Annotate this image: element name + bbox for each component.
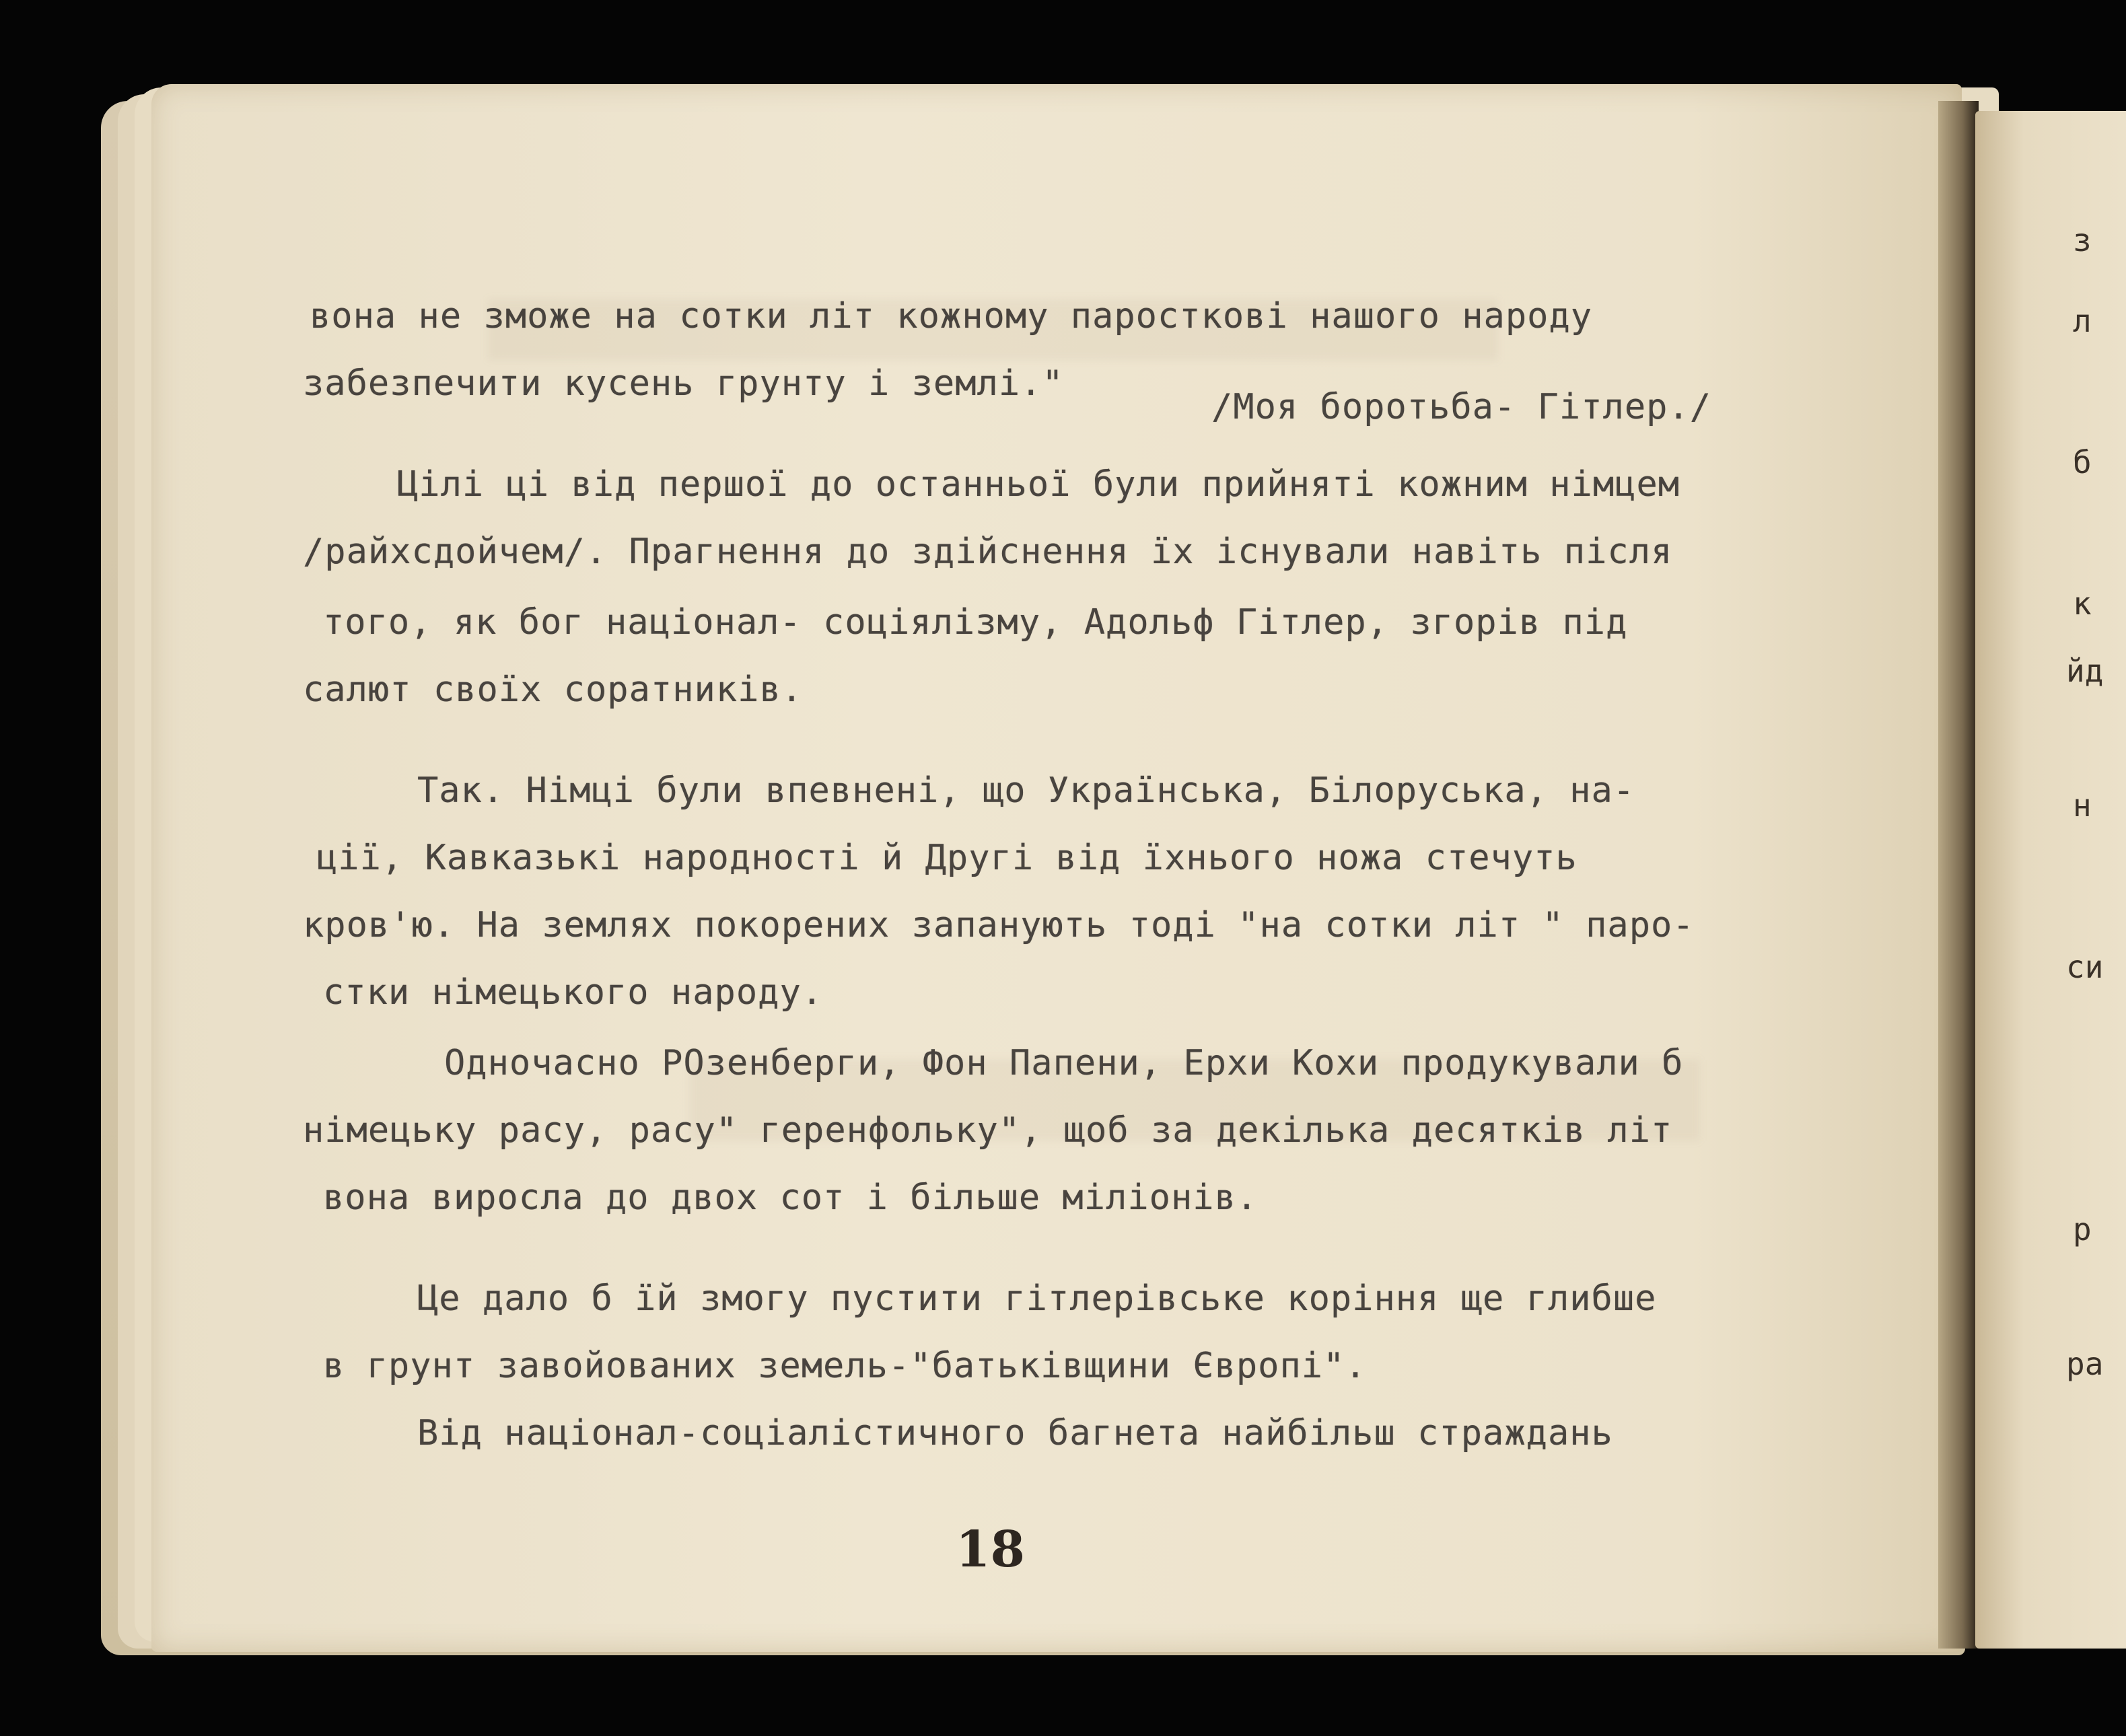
text-line: німецьку расу, расу" геренфольку", щоб за декілька десятків літ: [303, 1110, 1673, 1151]
text-line: забезпечити кусень грунту і землі.": [303, 363, 1064, 404]
fragment: си: [2066, 949, 2104, 985]
text-line: Цілі ці від першої до останньої були прийняті кожним німцем: [397, 464, 1680, 505]
fragment: к: [2073, 585, 2092, 622]
fragment: йд: [2066, 653, 2104, 689]
text-line: того, як бог націонал- соціялізму, Адольф Гітлер, згорів під: [323, 602, 1628, 643]
text-line: в грунт завойованих земель-"батьківщини Європі".: [323, 1346, 1367, 1386]
text-line: Одночасно РОзенберги, Фон Папени, Ерхи Кохи продукували б: [444, 1043, 1684, 1083]
citation: /Моя боротьба- Гітлер./: [1211, 387, 1712, 427]
fragment: л: [2073, 303, 2092, 339]
fragment: ра: [2066, 1346, 2104, 1382]
book-gutter: [1938, 101, 1979, 1649]
text-line: вона не зможе на сотки літ кожному паросткові нашого народу: [310, 296, 1593, 336]
text-line: Так. Німці були впевнені, що Українська, Білоруська, на-: [417, 770, 1635, 811]
text-line: Від націонал-соціалістичного багнета найбільш страждань: [417, 1413, 1613, 1453]
text-line: салют своїх соратників.: [303, 670, 804, 710]
text-line: ції, Кавказькі народності й Другі від їхнього ножа стечуть: [316, 838, 1578, 878]
fragment: р: [2073, 1211, 2092, 1247]
fragment: з: [2073, 222, 2092, 258]
fragment: н: [2073, 787, 2092, 824]
text-line: /райхсдойчем/. Прагнення до здійснення їх існували навіть після: [303, 532, 1673, 572]
text-line: вона виросла до двох сот і більше міліонів.: [323, 1178, 1259, 1218]
text-line: стки німецького народу.: [323, 972, 824, 1013]
right-page-edge: [1975, 111, 2126, 1649]
text-line: Це дало б їй змогу пустити гітлерівське коріння ще глибше: [417, 1278, 1657, 1319]
fragment: б: [2073, 444, 2092, 480]
page-number: 18: [956, 1521, 1025, 1579]
text-line: кров'ю. На землях покорених запанують тоді "на сотки літ " паро-: [303, 905, 1695, 945]
